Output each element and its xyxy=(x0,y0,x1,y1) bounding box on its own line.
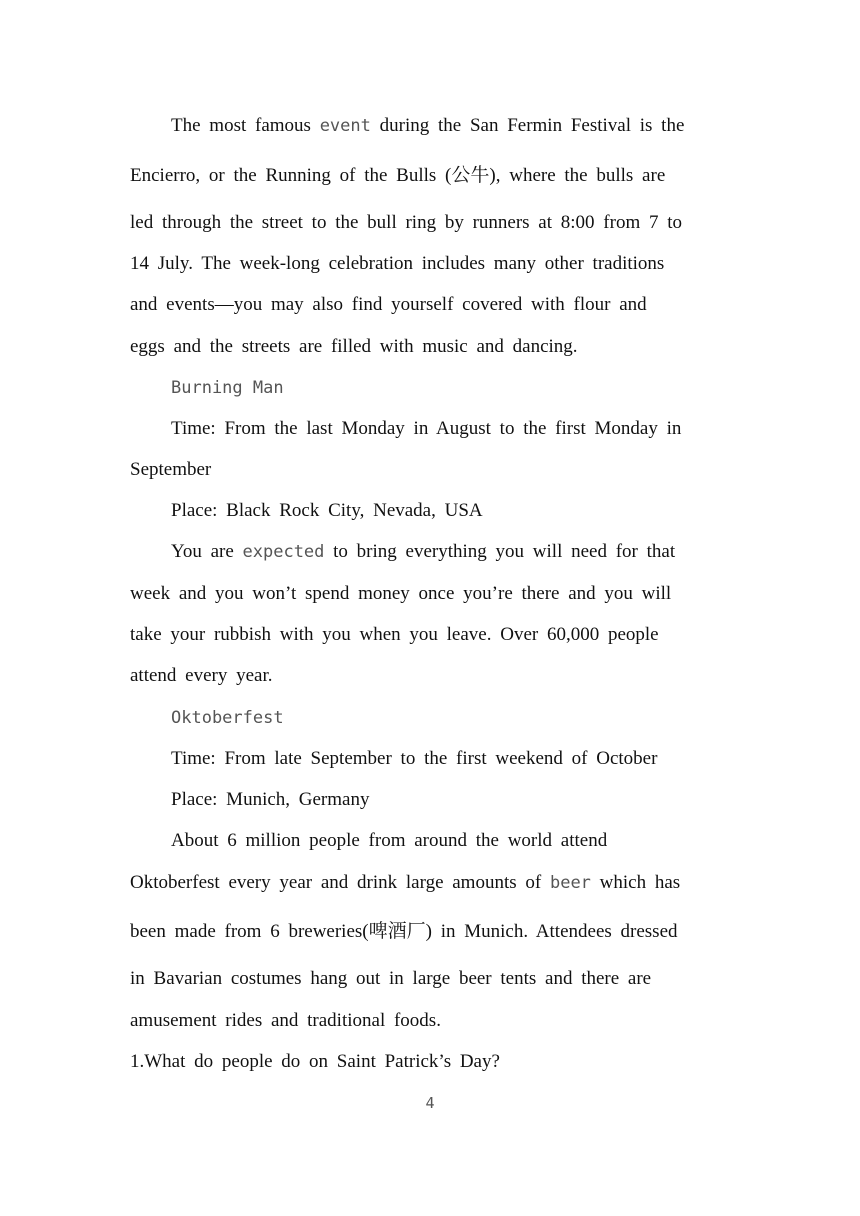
oktoberfest-body-line-2 xyxy=(130,871,730,895)
vocab-word-event: event xyxy=(319,116,371,136)
text-span: The most famous xyxy=(171,115,311,136)
page-number: 4 xyxy=(425,1094,435,1112)
text-span: ) in Munich. Attendees dressed xyxy=(425,921,678,942)
san-fermin-line-5: and events—you may also find yourself covered with flour and xyxy=(130,294,647,315)
text-span: Encierro, or the Running of the Bulls ( xyxy=(130,165,452,186)
text-span: during the San Fermin Festival is the xyxy=(379,115,685,136)
text-span: to bring everything you will need for that xyxy=(333,541,676,562)
question-1: 1.What do people do on Saint Patrick’s Day? xyxy=(130,1051,500,1072)
san-fermin-line-3: led through the street to the bull ring by runners at 8:00 from 7 to xyxy=(130,212,683,233)
oktoberfest-place: Place: Munich, Germany xyxy=(171,789,370,810)
text-span: which has xyxy=(599,872,681,893)
burning-man-body-line-1 xyxy=(171,540,771,564)
burning-man-body-line-2: week and you won’t spend money once you’re there and you will xyxy=(130,583,672,604)
oktoberfest-time: Time: From late September to the first weekend of October xyxy=(171,748,658,769)
burning-man-time-line-2: September xyxy=(130,459,212,480)
burning-man-body-line-4: attend every year. xyxy=(130,665,273,686)
vocab-word-expected: expected xyxy=(242,542,325,562)
oktoberfest-body-line-4: in Bavarian costumes hang out in large beer tents and there are xyxy=(130,968,652,989)
san-fermin-line-2 xyxy=(130,163,730,188)
burning-man-place: Place: Black Rock City, Nevada, USA xyxy=(171,500,483,521)
burning-man-time-line-1: Time: From the last Monday in August to the first Monday in xyxy=(171,418,682,439)
section-heading: Oktoberfest xyxy=(171,708,284,728)
san-fermin-line-1 xyxy=(171,114,721,138)
burning-man-body-line-3: take your rubbish with you when you leave. Over 60,000 people xyxy=(130,624,659,645)
burning-man-heading xyxy=(171,376,771,400)
text-span: Oktoberfest every year and drink large amounts of xyxy=(130,872,542,893)
oktoberfest-heading xyxy=(171,706,771,730)
cjk-gloss-bulls: 公牛 xyxy=(451,164,490,186)
san-fermin-line-4: 14 July. The week-long celebration includes many other traditions xyxy=(130,253,665,274)
oktoberfest-body-line-1: About 6 million people from around the world attend xyxy=(171,830,608,851)
text-span: ), where the bulls are xyxy=(489,165,666,186)
cjk-gloss-breweries: 啤酒厂 xyxy=(368,920,426,942)
san-fermin-line-6: eggs and the streets are filled with music and dancing. xyxy=(130,336,578,357)
vocab-word-beer: beer xyxy=(549,873,591,893)
oktoberfest-body-line-5: amusement rides and traditional foods. xyxy=(130,1010,441,1031)
oktoberfest-body-line-3 xyxy=(130,919,730,944)
section-heading: Burning Man xyxy=(171,378,284,398)
text-span: You are xyxy=(171,541,234,562)
text-span: been made from 6 breweries( xyxy=(130,921,369,942)
